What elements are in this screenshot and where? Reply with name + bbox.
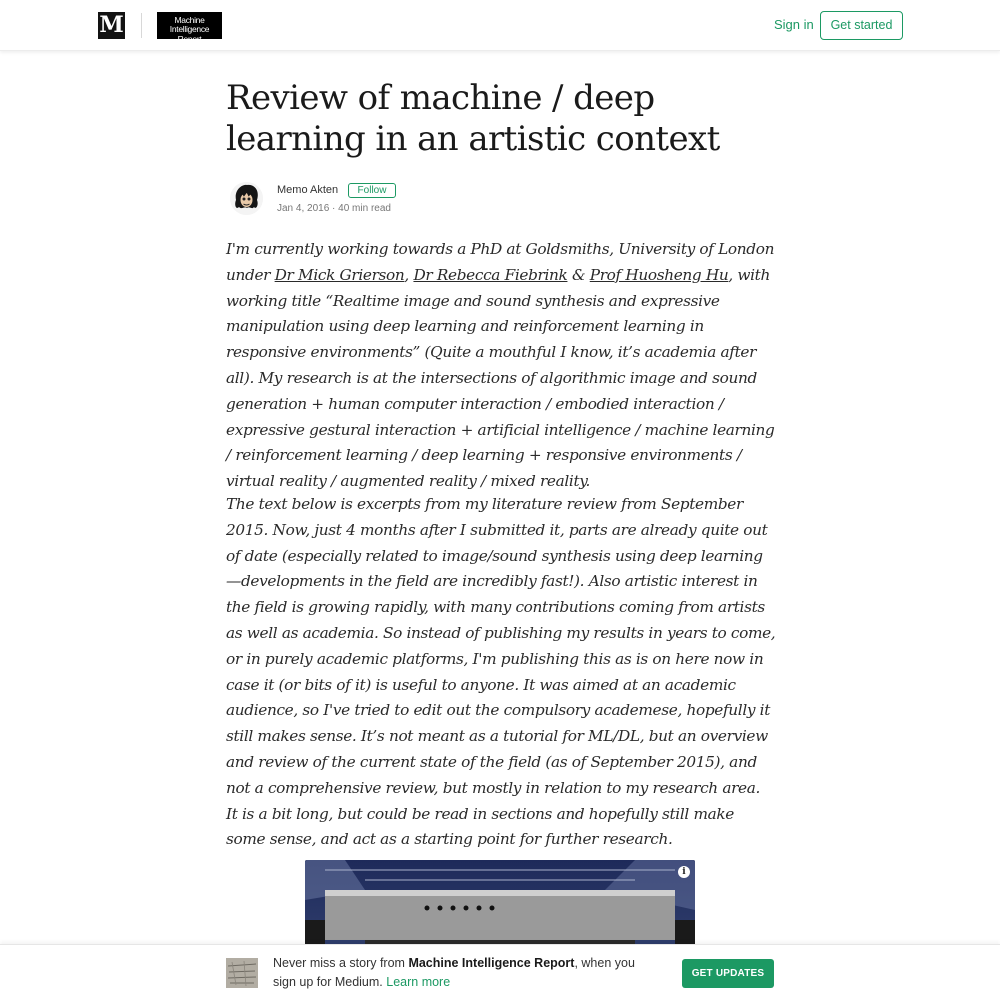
publication-thumbnail-image: [226, 958, 258, 988]
info-icon[interactable]: i: [678, 866, 690, 878]
get-started-button[interactable]: Get started: [820, 11, 903, 40]
signup-banner: [0, 944, 1000, 1000]
author-name[interactable]: Memo Akten: [277, 184, 339, 196]
logo-divider: [141, 13, 142, 38]
publication-logo-line1: Machine Intelligence: [169, 14, 210, 34]
publish-date: Jan 4, 2016: [277, 203, 330, 214]
article-meta: [277, 203, 391, 214]
author-avatar-icon: [230, 182, 263, 215]
link-mick-grierson[interactable]: Dr Mick Grierson: [274, 265, 405, 284]
publication-logo[interactable]: [157, 12, 222, 44]
intro-text-start: I'm currently working towards a PhD at Goldsmiths, University of London under: [226, 240, 775, 284]
banner-text-middle: , when you sign up for Medium.: [273, 956, 635, 989]
banner-message: [273, 954, 653, 992]
link-rebecca-fiebrink[interactable]: Dr Rebecca Fiebrink: [413, 265, 568, 284]
article-title: Review of machine / deep learning in an artistic context: [226, 78, 720, 159]
author-avatar[interactable]: [230, 182, 263, 215]
publication-logo-line2: Report: [177, 33, 202, 44]
read-time: 40 min read: [338, 203, 391, 214]
intro-separator-2: &: [567, 265, 590, 284]
top-navigation-bar: [0, 0, 1000, 51]
banner-publication-name: Machine Intelligence Report: [408, 956, 575, 970]
get-updates-button[interactable]: GET UPDATES: [682, 959, 774, 988]
link-huosheng-hu[interactable]: Prof Huosheng Hu: [589, 265, 729, 284]
banner-text-start: Never miss a story from: [273, 956, 409, 970]
intro-paragraph: [226, 237, 776, 495]
follow-button[interactable]: Follow: [348, 183, 396, 198]
publication-thumbnail: [226, 958, 258, 988]
medium-logo[interactable]: M: [99, 12, 124, 38]
intro-separator-1: ,: [404, 265, 414, 284]
context-paragraph: The text below is excerpts from my literature review from September 2015. Now, just 4 months after I submitted it, parts are already quite out of date (especially related to image/sound synthesis using deep learning—developments in the field are incredibly fast!). Also artistic interest in the field is growing rapidly, with many contributions coming from artists as well as academia. So instead of publishing my results in years to come, or in purely academic platforms, I'm publishing this as is on here now in case it (or bits of it) is useful to anyone. It was aimed at an academic audience, so I've tried to edit out the compulsory academese, hopefully it still makes sense. It’s not meant as a tutorial for ML/DL, but an overview and review of the current state of the field (as of September 2015), and not a comprehensive review, but mostly in relation to my research area. It is a bit long, but could be read in sections and hopefully still make some sense, and act as a starting point for further research.: [226, 495, 776, 849]
sign-in-link[interactable]: Sign in: [774, 17, 814, 32]
meta-separator: ·: [329, 203, 339, 214]
intro-text-end: , with working title “Realtime image and sound synthesis and expressive manipulation using deep learning and reinforcement learning in responsive environments” (Quite a mouthful I know, it’s academia after all). My research is at the intersections of algorithmic image and sound generation + human computer interaction / embodied interaction / expressive gestural interaction + artificial intelligence / machine learning / reinforcement learning / deep learning + responsive environments / virtual reality / augmented reality / mixed reality.: [226, 265, 775, 491]
learn-more-link[interactable]: Learn more: [386, 975, 451, 989]
